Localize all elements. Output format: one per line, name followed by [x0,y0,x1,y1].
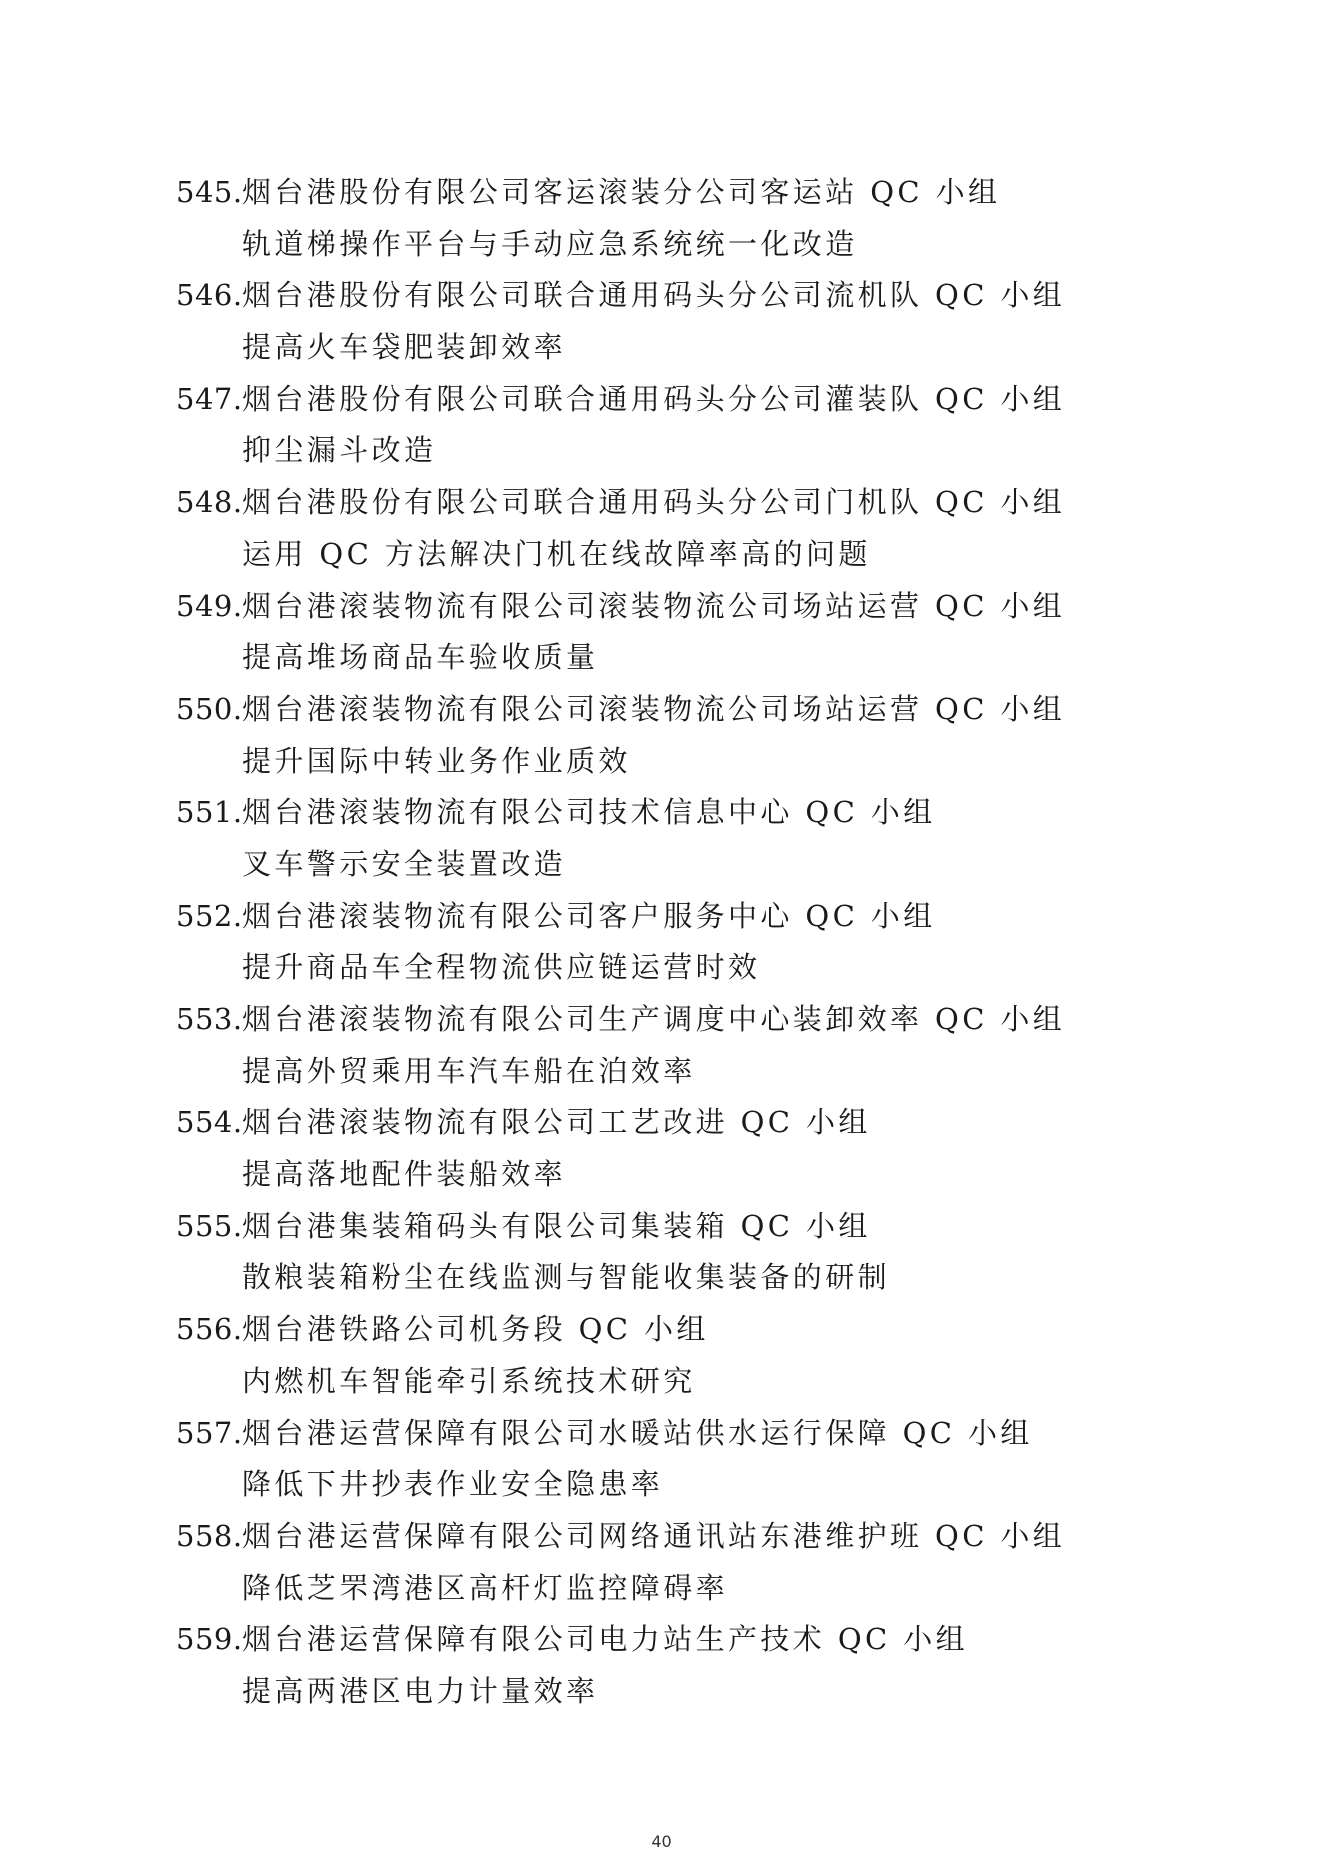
group-name: 烟台港股份有限公司联合通用码头分公司流机队 QC 小组 [242,278,1066,313]
list-item [176,1408,1176,1511]
project-title: 降低芝罘湾港区高杆灯监控障碍率 [242,1570,729,1605]
list-item [176,1304,1176,1407]
group-line [176,167,1176,219]
item-number: 546. [176,278,243,313]
list-item [176,374,1176,477]
group-name: 烟台港滚装物流有限公司客户服务中心 QC 小组 [242,898,936,933]
item-number: 549. [176,588,243,623]
project-title: 降低下井抄表作业安全隐患率 [242,1467,664,1502]
item-number: 557. [176,1415,243,1450]
item-number: 547. [176,381,243,416]
item-number: 553. [176,1002,243,1036]
list-item [176,167,1176,270]
project-title: 内燃机车智能牵引系统技术研究 [242,1363,696,1398]
group-line [176,1614,1176,1666]
list-item [176,1511,1176,1614]
list-item [176,477,1176,580]
group-name: 烟台港滚装物流有限公司滚装物流公司场站运营 QC 小组 [242,691,1066,726]
group-name: 烟台港股份有限公司联合通用码头分公司门机队 QC 小组 [242,485,1066,520]
group-line [176,891,1176,943]
list-item [176,891,1176,994]
list-item [176,684,1176,787]
project-title: 叉车警示安全装置改造 [242,846,567,881]
project-title: 提高落地配件装船效率 [242,1157,567,1192]
group-name: 烟台港铁路公司机务段 QC 小组 [242,1312,709,1347]
list-item [176,581,1176,684]
group-name: 烟台港运营保障有限公司网络通讯站东港维护班 QC 小组 [242,1518,1066,1553]
group-line [176,1304,1176,1356]
project-title: 提高两港区电力计量效率 [242,1673,599,1708]
group-line [176,1201,1176,1253]
list-item [176,787,1176,890]
item-number: 555. [176,1208,243,1243]
group-name: 烟台港股份有限公司联合通用码头分公司灌装队 QC 小组 [242,381,1066,416]
group-name: 烟台港滚装物流有限公司工艺改进 QC 小组 [242,1105,871,1140]
group-line [176,684,1176,736]
item-number: 545. [176,175,243,209]
item-number: 558. [176,1518,243,1553]
group-line [176,374,1176,426]
list-item [176,1614,1176,1717]
group-name: 烟台港滚装物流有限公司滚装物流公司场站运营 QC 小组 [242,588,1066,623]
project-title: 提高堆场商品车验收质量 [242,640,599,675]
group-line [176,787,1176,839]
item-number: 559. [176,1622,243,1657]
group-line [176,477,1176,529]
qc-group-list [176,167,1176,1718]
group-line [176,994,1176,1046]
item-number: 550. [176,691,243,726]
group-name: 烟台港运营保障有限公司电力站生产技术 QC 小组 [242,1622,969,1657]
group-line [176,581,1176,633]
item-number: 552. [176,898,243,933]
group-name: 烟台港运营保障有限公司水暖站供水运行保障 QC 小组 [242,1415,1033,1450]
group-name: 烟台港滚装物流有限公司技术信息中心 QC 小组 [242,795,936,830]
project-title: 提高火车袋肥装卸效率 [242,330,567,365]
project-title: 提升国际中转业务作业质效 [242,743,631,778]
group-line [176,1097,1176,1149]
list-item [176,1201,1176,1304]
item-number: 548. [176,485,243,520]
project-title: 提高外贸乘用车汽车船在泊效率 [242,1053,696,1088]
item-number: 554. [176,1105,243,1140]
group-line [176,270,1176,322]
list-item [176,994,1176,1097]
group-line [176,1511,1176,1563]
list-item [176,1097,1176,1200]
group-name: 烟台港集装箱码头有限公司集装箱 QC 小组 [242,1208,871,1243]
item-number: 551. [176,795,243,830]
project-title: 抑尘漏斗改造 [242,433,437,468]
page-number: 40 [651,1832,672,1851]
project-title: 运用 QC 方法解决门机在线故障率高的问题 [242,536,871,571]
project-title: 提升商品车全程物流供应链运营时效 [242,950,761,985]
project-title: 散粮装箱粉尘在线监测与智能收集装备的研制 [242,1260,891,1295]
group-name: 烟台港滚装物流有限公司生产调度中心装卸效率 QC 小组 [242,1002,1066,1036]
project-title: 轨道梯操作平台与手动应急系统统一化改造 [242,226,858,261]
group-name: 烟台港股份有限公司客运滚装分公司客运站 QC 小组 [242,175,1001,209]
group-line [176,1408,1176,1460]
item-number: 556. [176,1312,243,1347]
list-item [176,270,1176,373]
